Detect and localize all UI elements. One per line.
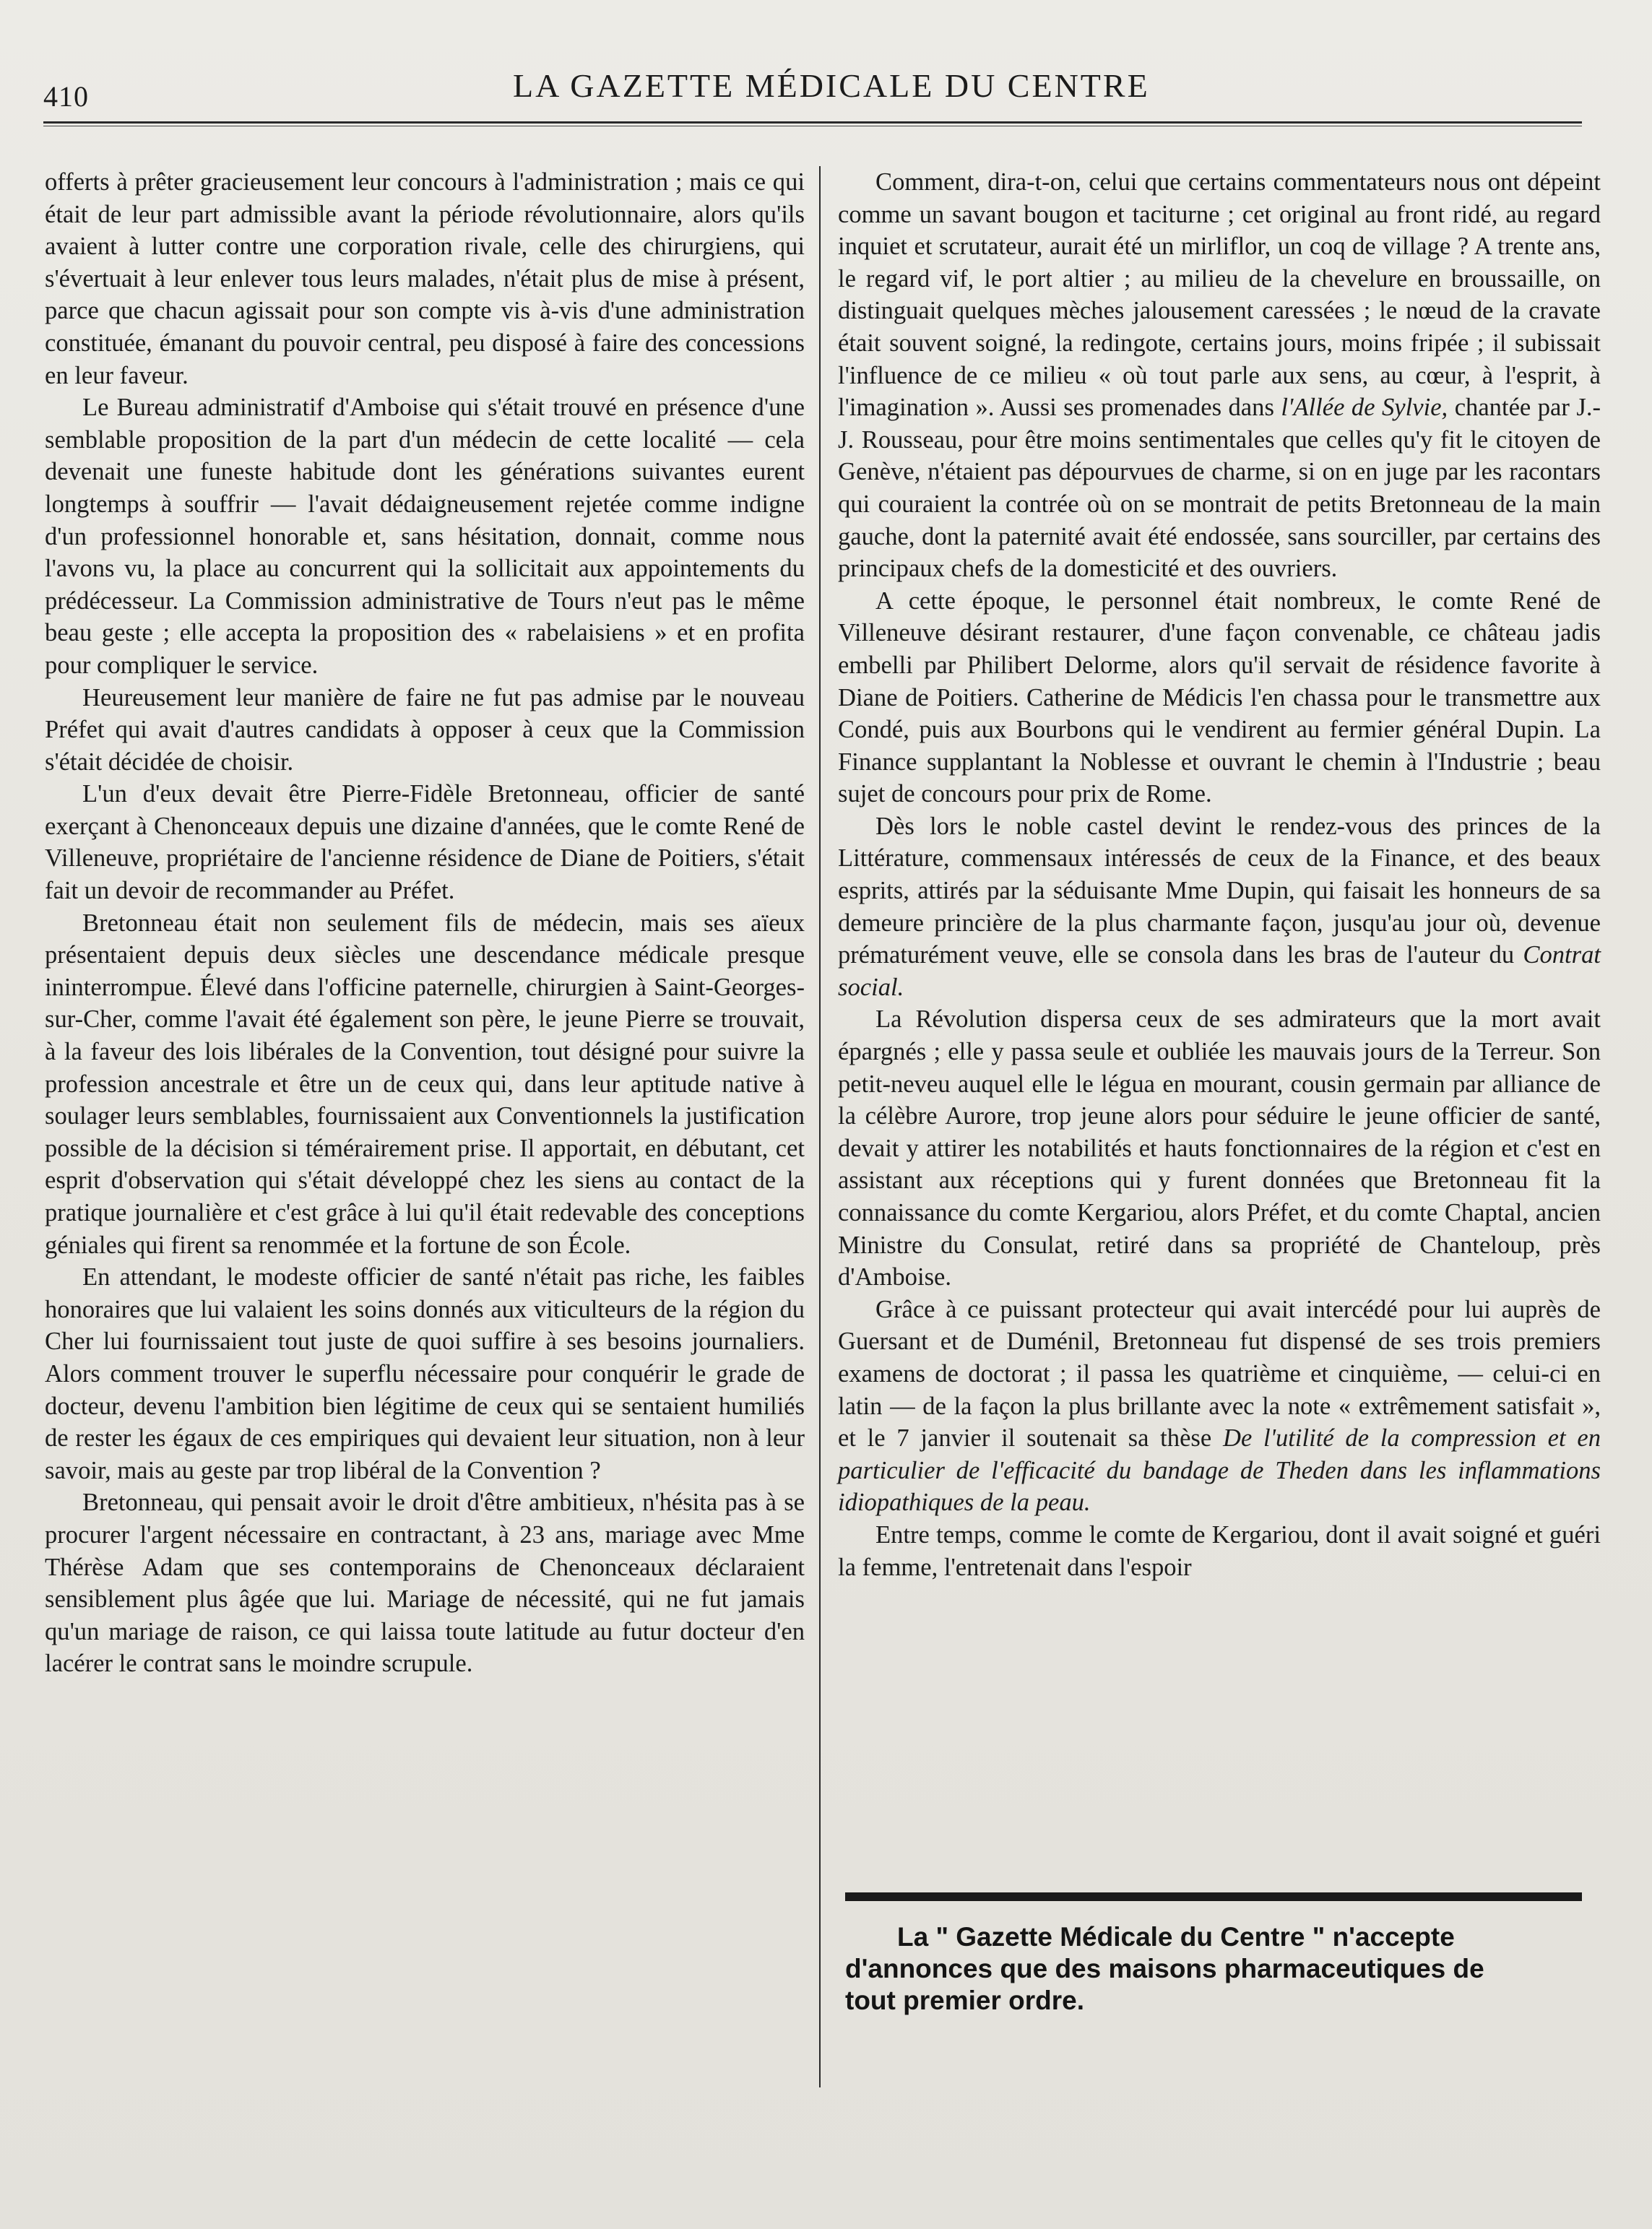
paragraph: La Révolution dispersa ceux de ses admirateurs que la mort avait épargnés ; elle y passa seule et oubliée les mauvais jours de la Terreur. Son petit-neveu auquel elle le légua en mourant, cousin germain par alliance de la célèbre Aurore, trop jeune alors pour séduire le jeune officier de santé, devait y attirer les notabilités et hauts fonctionnaires de la région et c'est en assistant aux réceptions qui y furent données que Bretonneau fit la connaissance du comte Kergariou, alors Préfet, et du comte Chaptal, ancien Ministre du Consulat, retiré dans sa propriété de Chanteloup, près d'Amboise. — [838, 1005, 1601, 1291]
paragraph: Bretonneau était non seulement fils de médecin, mais ses aïeux présentaient depuis deux siècles une descendance médicale presque ininterrompue. Élevé dans l'officine paternelle, chirurgien à Saint-Georges-sur-Cher, comme l'avait été également son père, le jeune Pierre se trouvait, à la faveur des lois libérales de la Convention, tout désigné pour suivre la profession ancestrale et être un de ceux qui, dans leur aptitude native à soulager leurs semblables, fournissaient aux Conventionnels la justification possible de la décision si témérairement prise. Il apportait, en débutant, cet esprit d'observation qui s'était développé chez les siens au contact de la pratique journalière et c'est grâce à lui qu'il était redevable des conceptions géniales qui firent sa renommée et la fortune de son École. — [45, 909, 805, 1259]
notice-line: La " Gazette Médicale du Centre " n'accepte — [897, 1922, 1455, 1952]
advertising-notice — [845, 1921, 1582, 2017]
paragraph: Bretonneau, qui pensait avoir le droit d'être ambitieux, n'hésita pas à se procurer l'argent nécessaire en contractant, à 23 ans, mariage avec Mme Thérèse Adam que ses contemporains de Chenonceaux déclaraient sensiblement plus âgée que lui. Mariage de nécessité, qui ne fut jamais qu'un mariage de raison, ce qui laissa toute latitude au futur docteur d'en lacérer le contrat sans le moindre scrupule. — [45, 1489, 805, 1678]
page-number: 410 — [43, 80, 89, 113]
journal-title: LA GAZETTE MÉDICALE DU CENTRE — [513, 67, 1150, 104]
paragraph: Heureusement leur manière de faire ne fut pas admise par le nouveau Préfet qui avait d'autres candidats à opposer à ceux que la Commission s'était décidée de choisir. — [45, 683, 805, 776]
right-column — [838, 166, 1601, 1583]
text-run: chantée par J.-J. Rousseau, pour être moins sentimentales que celles qu'y fit le citoyen de Genève, n'étaient pas dépourvues de charme, si on en juge par les racontars qui couraient la contrée où on se montrait de petits Bretonneau de la main gauche, dont la paternité avait été endossée, sans sourciller, par certains des principaux chefs de la domesticité et des ouvriers. — [838, 394, 1601, 583]
text-run: Dès lors le noble castel devint le rendez-vous des princes de la Littérature, commensaux intéressés de ceux de la Finance, et des beaux esprits, attirés par la séduisante Mme Dupin, qui faisait les honneurs de sa demeure princière de la plus charmante façon, jusqu'au jour où, devenue prématurément veuve, elle se consola dans les bras de l'auteur du — [838, 812, 1601, 969]
paragraph: offerts à prêter gracieusement leur concours à l'administration ; mais ce qui était de leur part admissible avant la période révolutionnaire, alors qu'ils avaient à lutter contre une corporation rivale, celle des chirurgiens, qui s'évertuait à leur enlever tous leurs malades, n'était plus de mise à présent, parce que chacun agissait pour son compte vis à-vis d'une administration constituée, émanant du pouvoir central, peu disposé à faire des concessions en leur faveur. — [45, 168, 805, 389]
paragraph: A cette époque, le personnel était nombreux, le comte René de Villeneuve désirant restaurer, d'une façon convenable, ce château jadis embelli par Philibert Delorme, alors qu'il servait de résidence favorite à Diane de Poitiers. Catherine de Médicis l'en chassa pour le transmettre aux Condé, puis aux Bourbons qui le vendirent au fermier général Dupin. La Finance supplantant la Noblesse et ouvrant le chemin à l'Industrie ; beau sujet de concours pour prix de Rome. — [838, 587, 1601, 808]
italic-title: Contrat social. — [838, 941, 1601, 1001]
paragraph — [838, 810, 1601, 1004]
notice-line: d'annonces que des maisons pharmaceutiques de — [845, 1954, 1484, 1983]
text-run: Comment, dira-t-on, celui que certains commentateurs nous ont dépeint comme un savant bougon et taciturne ; cet original au front ridé, au regard inquiet et scrutateur, aurait été un mirliflor, un coq de village ? A trente ans, le regard vif, le port altier ; au milieu de la chevelure en broussaille, on distinguait quelques mèches jalousement caressées ; le nœud de la cravate était souvent soigné, la redingote, certains jours, moins fripée ; il subissait l'influence de ce milieu « où tout parle aux sens, au cœur, à l'esprit, à l'imagination ». Aussi ses promenades dans — [838, 168, 1601, 422]
paragraph: Entre temps, comme le comte de Kergariou, dont il avait soigné et guéri la femme, l'entretenait dans l'espoir — [838, 1520, 1601, 1581]
paragraph — [838, 1294, 1601, 1519]
page-header — [43, 61, 1582, 111]
paragraph: En attendant, le modeste officier de santé n'était pas riche, les faibles honoraires que lui valaient les soins donnés aux viticulteurs de la région du Cher lui fournissaient tout juste de quoi suffire à ses besoins journaliers. Alors comment trouver le superflu nécessaire pour conquérir le grade de docteur, devenu l'ambition bien légitime de ceux qui se sentaient humiliés de rester les égaux de ces empiriques qui devaient leur situation, non à leur savoir, mais au geste par trop libéral de la Convention ? — [45, 1263, 805, 1484]
paragraph — [838, 166, 1601, 585]
left-column — [45, 166, 805, 1680]
notice-rule — [845, 1892, 1582, 1901]
italic-thesis-title: De l'utilité de la compression et en particulier de l'efficacité du bandage de Theden dans les inflammations idiopathiques de la peau. — [838, 1424, 1601, 1517]
text-run: Grâce à ce puissant protecteur qui avait intercédé pour lui auprès de Guersant et de Duménil, Bretonneau fut dispensé de ses trois premiers examens de doctorat ; il passa les quatrième et cinquième, — celui-ci en latin — de la façon la plus brillante avec la note « extrêmement satisfait », et le 7 janvier il soutenait sa thèse — [838, 1295, 1601, 1453]
header-rule — [43, 121, 1582, 124]
notice-line: tout premier ordre. — [845, 1986, 1084, 2015]
column-divider — [819, 166, 821, 2087]
italic-title: l'Allée de Sylvie, — [1281, 394, 1448, 422]
paragraph: Le Bureau administratif d'Amboise qui s'était trouvé en présence d'une semblable proposition de la part d'un médecin de cette localité — cela devenait une funeste habitude dont les générations suivantes eurent longtemps à souffrir — l'avait dédaigneusement rejetée comme indigne d'un professionnel honorable et, sans hésitation, donnait, comme nous l'avons vu, la place au concurrent qui la sollicitait aux appointements du prédécesseur. La Commission administrative de Tours n'eut pas le même beau geste ; elle accepta la proposition des « rabelaisiens » et en profita pour compliquer le service. — [45, 394, 805, 679]
paragraph: L'un d'eux devait être Pierre-Fidèle Bretonneau, officier de santé exerçant à Chenonceaux depuis une dizaine d'années, que le comte René de Villeneuve, propriétaire de l'ancienne résidence de Diane de Poitiers, s'était fait un devoir de recommander au Préfet. — [45, 780, 805, 905]
